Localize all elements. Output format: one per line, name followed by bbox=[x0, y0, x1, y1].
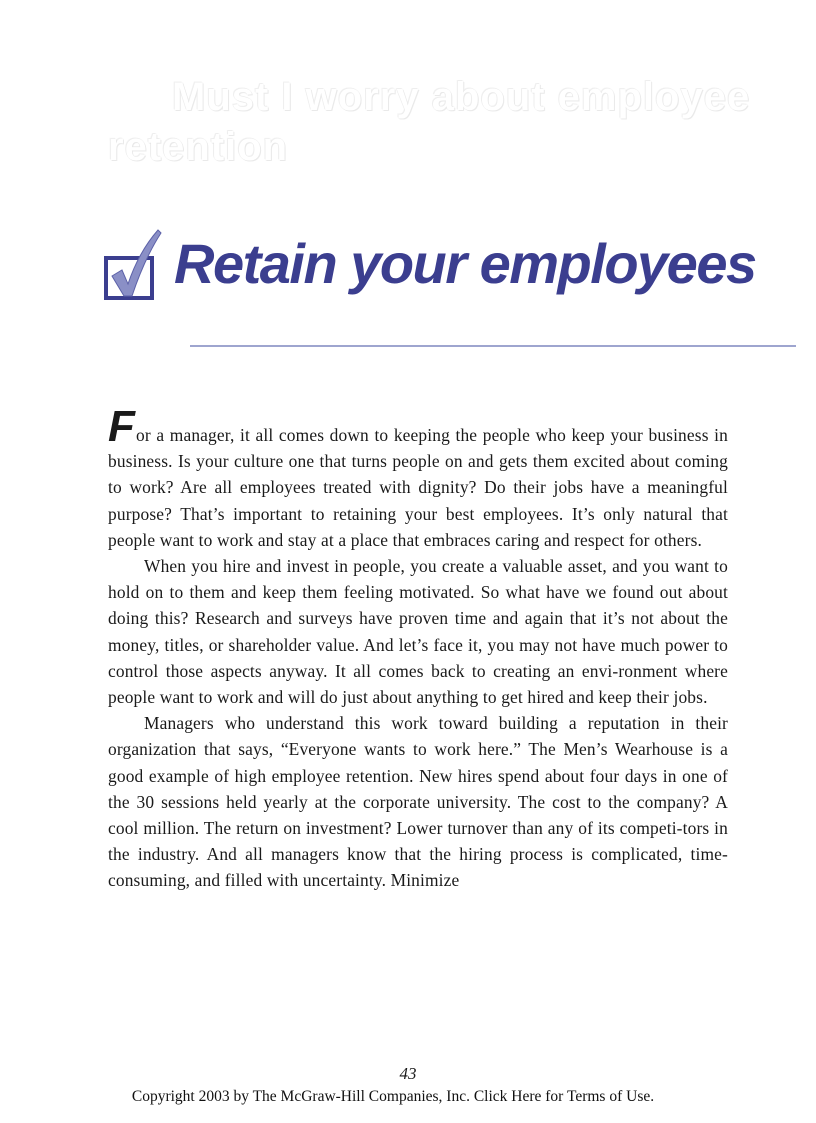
checkbox-check-icon bbox=[104, 228, 162, 302]
copyright-notice[interactable]: Copyright 2003 by The McGraw-Hill Companies, Inc. Click Here for Terms of Use. bbox=[131, 1088, 655, 1105]
paragraph-1-text: or a manager, it all comes down to keeping the people who keep your business in business. Is your culture one that turns people on and gets them excited about coming to work? Are all employees treated with dignity? Do their jobs have a meaningful purpose? That’s important to retaining your best employees. It’s only natural that people want to work and stay at a place that embraces caring and respect for others. bbox=[108, 425, 728, 550]
paragraph-3: Managers who understand this work toward building a reputation in their organization that says, “Everyone wants to work here.” The Men’s Wearhouse is a good example of high employee retention. New hires spend about four days in one of the 30 sessions held yearly at the corporate university. The cost to the company? A cool million. The return on investment? Lower turnover than any of its competi-tors in the industry. And all managers know that the hiring process is complicated, time-consuming, and filled with uncertainty. Minimize bbox=[108, 713, 728, 891]
faint-section-heading bbox=[108, 72, 768, 172]
chapter-heading bbox=[104, 222, 756, 302]
paragraph-1 bbox=[108, 402, 728, 553]
chapter-title: Retain your employees bbox=[174, 232, 756, 295]
faint-heading-line-2: retention bbox=[108, 125, 289, 169]
title-divider bbox=[190, 345, 796, 347]
body-text bbox=[108, 402, 728, 894]
paragraph-2: When you hire and invest in people, you create a valuable asset, and you want to hold on to them and keep them feeling motivated. So what have we found out about doing this? Research and surveys have proven time and again that it’s not about the money, titles, or shareholder value. And let’s face it, you may not have much power to control those aspects anyway. It all comes back to creating an envi-ronment where people want to work and will do just about anything to get hired and keep their jobs. bbox=[108, 556, 728, 708]
drop-cap: F bbox=[108, 402, 136, 451]
faint-heading-line-1: Must I worry about employee bbox=[172, 75, 751, 119]
page-number: 43 bbox=[399, 1064, 417, 1083]
